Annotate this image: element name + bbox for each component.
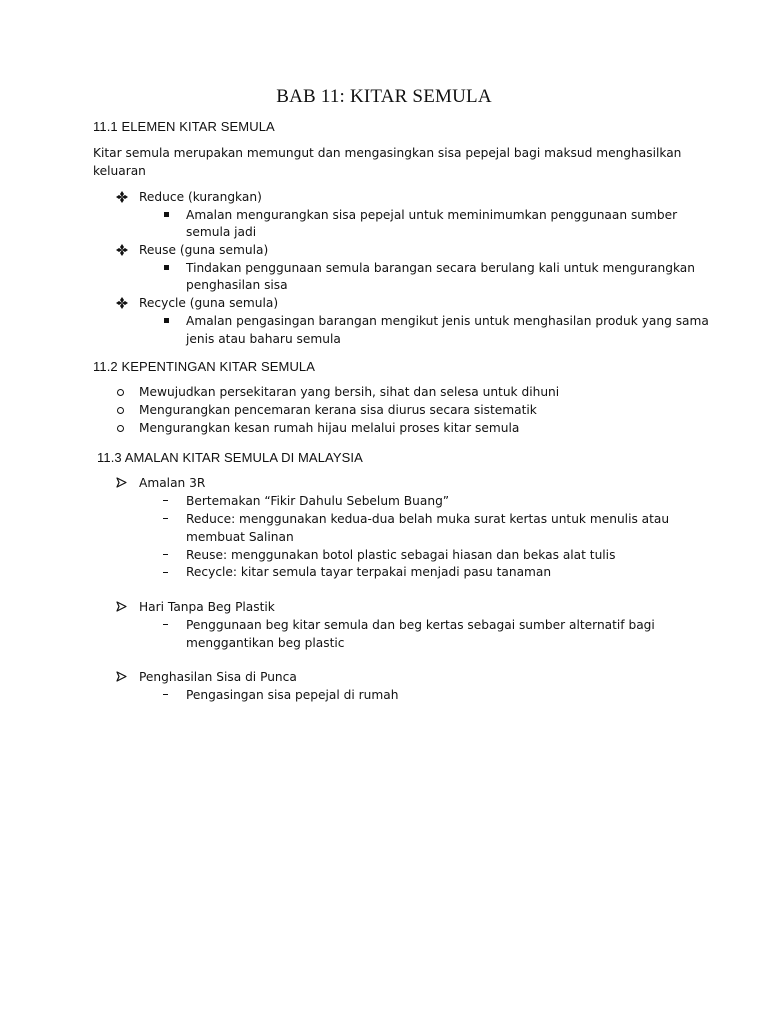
square-bullet-icon: [164, 318, 169, 323]
practice-group-label: Amalan 3R: [139, 476, 206, 490]
practice-detail: Bertemakan “Fikir Dahulu Sebelum Buang”: [186, 494, 450, 508]
importance-item: Mengurangkan kesan rumah hijau melalui proses kitar semula: [139, 421, 520, 435]
element-item-description: Tindakan penggunaan semula barangan secara berulang kali untuk mengurangkan: [186, 261, 695, 275]
arrowhead-bullet-icon: [116, 671, 127, 682]
practice-detail: membuat Salinan: [186, 530, 294, 544]
importance-item: Mewujudkan persekitaran yang bersih, sihat dan selesa untuk dihuni: [139, 385, 560, 399]
practice-detail: Reduce: menggunakan kedua-dua belah muka surat kertas untuk menulis atau: [186, 512, 670, 526]
diamond-bullet-icon: [116, 191, 128, 203]
page-title: BAB 11: KITAR SEMULA: [276, 86, 492, 107]
dash-bullet-icon: [163, 624, 168, 625]
intro-paragraph-line: keluaran: [93, 164, 146, 178]
dash-bullet-icon: [163, 518, 168, 519]
dash-bullet-icon: [163, 572, 168, 573]
diamond-bullet-icon: [116, 244, 128, 256]
practice-detail: Penggunaan beg kitar semula dan beg kertas sebagai sumber alternatif bagi: [186, 618, 655, 632]
element-item-description: penghasilan sisa: [186, 278, 288, 292]
importance-item: Mengurangkan pencemaran kerana sisa diurus secara sistematik: [139, 403, 537, 417]
element-item-description: semula jadi: [186, 225, 257, 239]
practice-detail: Recycle: kitar semula tayar terpakai menjadi pasu tanaman: [186, 565, 552, 579]
element-item-label: Reuse (guna semula): [139, 243, 269, 257]
practice-detail: Pengasingan sisa pepejal di rumah: [186, 688, 399, 702]
square-bullet-icon: [164, 265, 169, 270]
dash-bullet-icon: [163, 554, 168, 555]
intro-paragraph-line: Kitar semula merupakan memungut dan mengasingkan sisa pepejal bagi maksud menghasilkan: [93, 146, 682, 160]
diamond-bullet-icon: [116, 297, 128, 309]
dash-bullet-icon: [163, 694, 168, 695]
element-item-description: jenis atau baharu semula: [186, 332, 341, 346]
practice-detail: Reuse: menggunakan botol plastic sebagai hiasan dan bekas alat tulis: [186, 548, 616, 562]
element-item-label: Reduce (kurangkan): [139, 190, 262, 204]
circle-bullet-icon: [117, 425, 124, 432]
dash-bullet-icon: [163, 500, 168, 501]
element-item-description: Amalan pengasingan barangan mengikut jenis untuk menghasilan produk yang sama: [186, 314, 709, 328]
section-heading-11-1: 11.1 ELEMEN KITAR SEMULA: [93, 119, 275, 134]
section-heading-11-2: 11.2 KEPENTINGAN KITAR SEMULA: [93, 359, 316, 374]
practice-detail: menggantikan beg plastic: [186, 636, 345, 650]
element-item-description: Amalan mengurangkan sisa pepejal untuk meminimumkan penggunaan sumber: [186, 208, 678, 222]
circle-bullet-icon: [117, 407, 124, 414]
circle-bullet-icon: [117, 389, 124, 396]
section-heading-11-3: 11.3 AMALAN KITAR SEMULA DI MALAYSIA: [97, 450, 363, 465]
element-item-label: Recycle (guna semula): [139, 296, 279, 310]
arrowhead-bullet-icon: [116, 601, 127, 612]
practice-group-label: Penghasilan Sisa di Punca: [139, 670, 297, 684]
square-bullet-icon: [164, 212, 169, 217]
arrowhead-bullet-icon: [116, 477, 127, 488]
practice-group-label: Hari Tanpa Beg Plastik: [139, 600, 275, 614]
